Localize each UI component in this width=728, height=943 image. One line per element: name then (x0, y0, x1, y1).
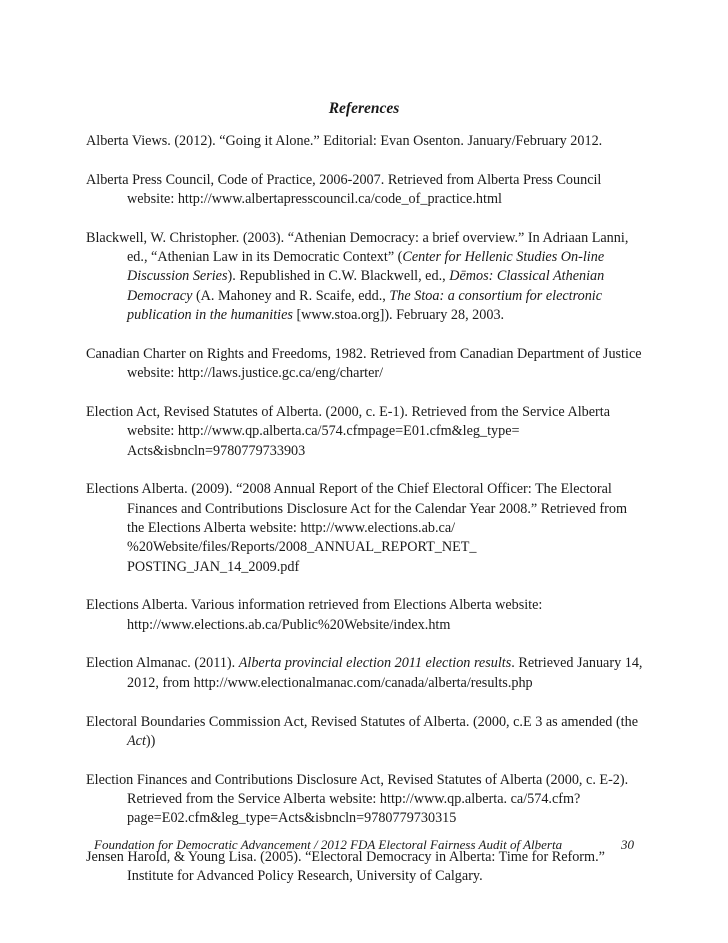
reference-text: ). Republished in C.W. Blackwell, ed., (227, 268, 450, 285)
footer-text: Foundation for Democratic Advancement / 2012 FDA Electoral Fairness Audit of Alberta (94, 837, 563, 852)
reference-text: Elections Alberta. (2009). “2008 Annual Report of the Chief Electoral Officer: The Electoral Finances and Contributions Disclosure Act for the Calendar Year 2008.” Retrieved from the Elections Alberta website: http://www.elections.ab.ca/ %20Website/files/Reports/2008_ANNUAL_REPORT_NET_ POSTING_JAN_14_2009.pdf (86, 481, 627, 575)
reference-entry (86, 171, 646, 210)
reference-text: . Retrieved January 14, 2012, from http://www.electionalmanac.com/canada/alberta/results.php (127, 655, 643, 691)
reference-text: Election Almanac. (2011). (86, 655, 239, 672)
reference-italic-text: Act (127, 732, 146, 749)
reference-text: Alberta Press Council, Code of Practice, 2006-2007. Retrieved from Alberta Press Council website: http://www.albertapresscouncil.ca/code_of_practice.html (86, 171, 602, 208)
reference-text: Blackwell, W. Christopher. (2003). “Athenian Democracy: a brief overview.” In Adriaan Lanni, ed., “Athenian Law in its Democratic Context” ( (86, 229, 629, 266)
reference-text: Alberta Views. (2012). “Going it Alone.” Editorial: Evan Osenton. January/February 2012. (86, 133, 603, 149)
reference-entry (86, 132, 646, 151)
page-title: References (328, 100, 400, 117)
reference-text: Jensen Harold, & Young Lisa. (2005). “Electoral Democracy in Alberta: Time for Reform.” Institute for Advanced Policy Research, University of Calgary. (86, 849, 605, 885)
reference-entry (86, 771, 646, 829)
reference-entry (86, 345, 646, 384)
reference-text: Electoral Boundaries Commission Act, Revised Statutes of Alberta. (2000, c.E 3 as amended (the (86, 713, 639, 730)
reference-entry (86, 403, 646, 461)
reference-list (86, 132, 646, 906)
reference-text: )) (145, 732, 156, 749)
reference-entry (86, 713, 646, 752)
reference-entry (86, 229, 646, 325)
reference-text: Election Act, Revised Statutes of Alberta. (2000, c. E-1). Retrieved from the Service Alberta website: http://www.qp.alberta.ca/574.cfmpage=E01.cfm&leg_type= Acts&isbncln=9780779733903 (86, 403, 610, 459)
reference-text: [www.stoa.org]). February 28, 2003. (292, 307, 505, 324)
reference-italic-text: Center for Hellenic Studies On-line Discussion Series (127, 249, 605, 285)
reference-entry (86, 480, 646, 576)
reference-text: Elections Alberta. Various information retrieved from Elections Alberta website: http://www.elections.ab.ca/Public%20Website/index.htm (86, 597, 543, 633)
reference-text: (A. Mahoney and R. Scaife, edd., (192, 287, 390, 304)
reference-entry (86, 596, 646, 635)
reference-entry (86, 654, 646, 693)
reference-italic-text: Alberta provincial election 2011 election results (238, 655, 512, 672)
reference-italic-text: Dēmos: Classical Athenian Democracy (127, 268, 605, 304)
reference-text: Election Finances and Contributions Disclosure Act, Revised Statutes of Alberta (2000, c. E-2). Retrieved from the Service Alberta website: http://www.qp.alberta. ca/574.cfm?page=E02.cfm&leg_type=Acts&isbncln=9780779730315 (86, 771, 629, 827)
page-number: 30 (621, 837, 634, 852)
reference-italic-text: The Stoa: a consortium for electronic publication in the humanities (127, 287, 603, 324)
reference-text: Canadian Charter on Rights and Freedoms, 1982. Retrieved from Canadian Department of Justice website: http://laws.justice.gc.ca/eng/charter/ (86, 345, 642, 382)
reference-entry (86, 848, 646, 887)
